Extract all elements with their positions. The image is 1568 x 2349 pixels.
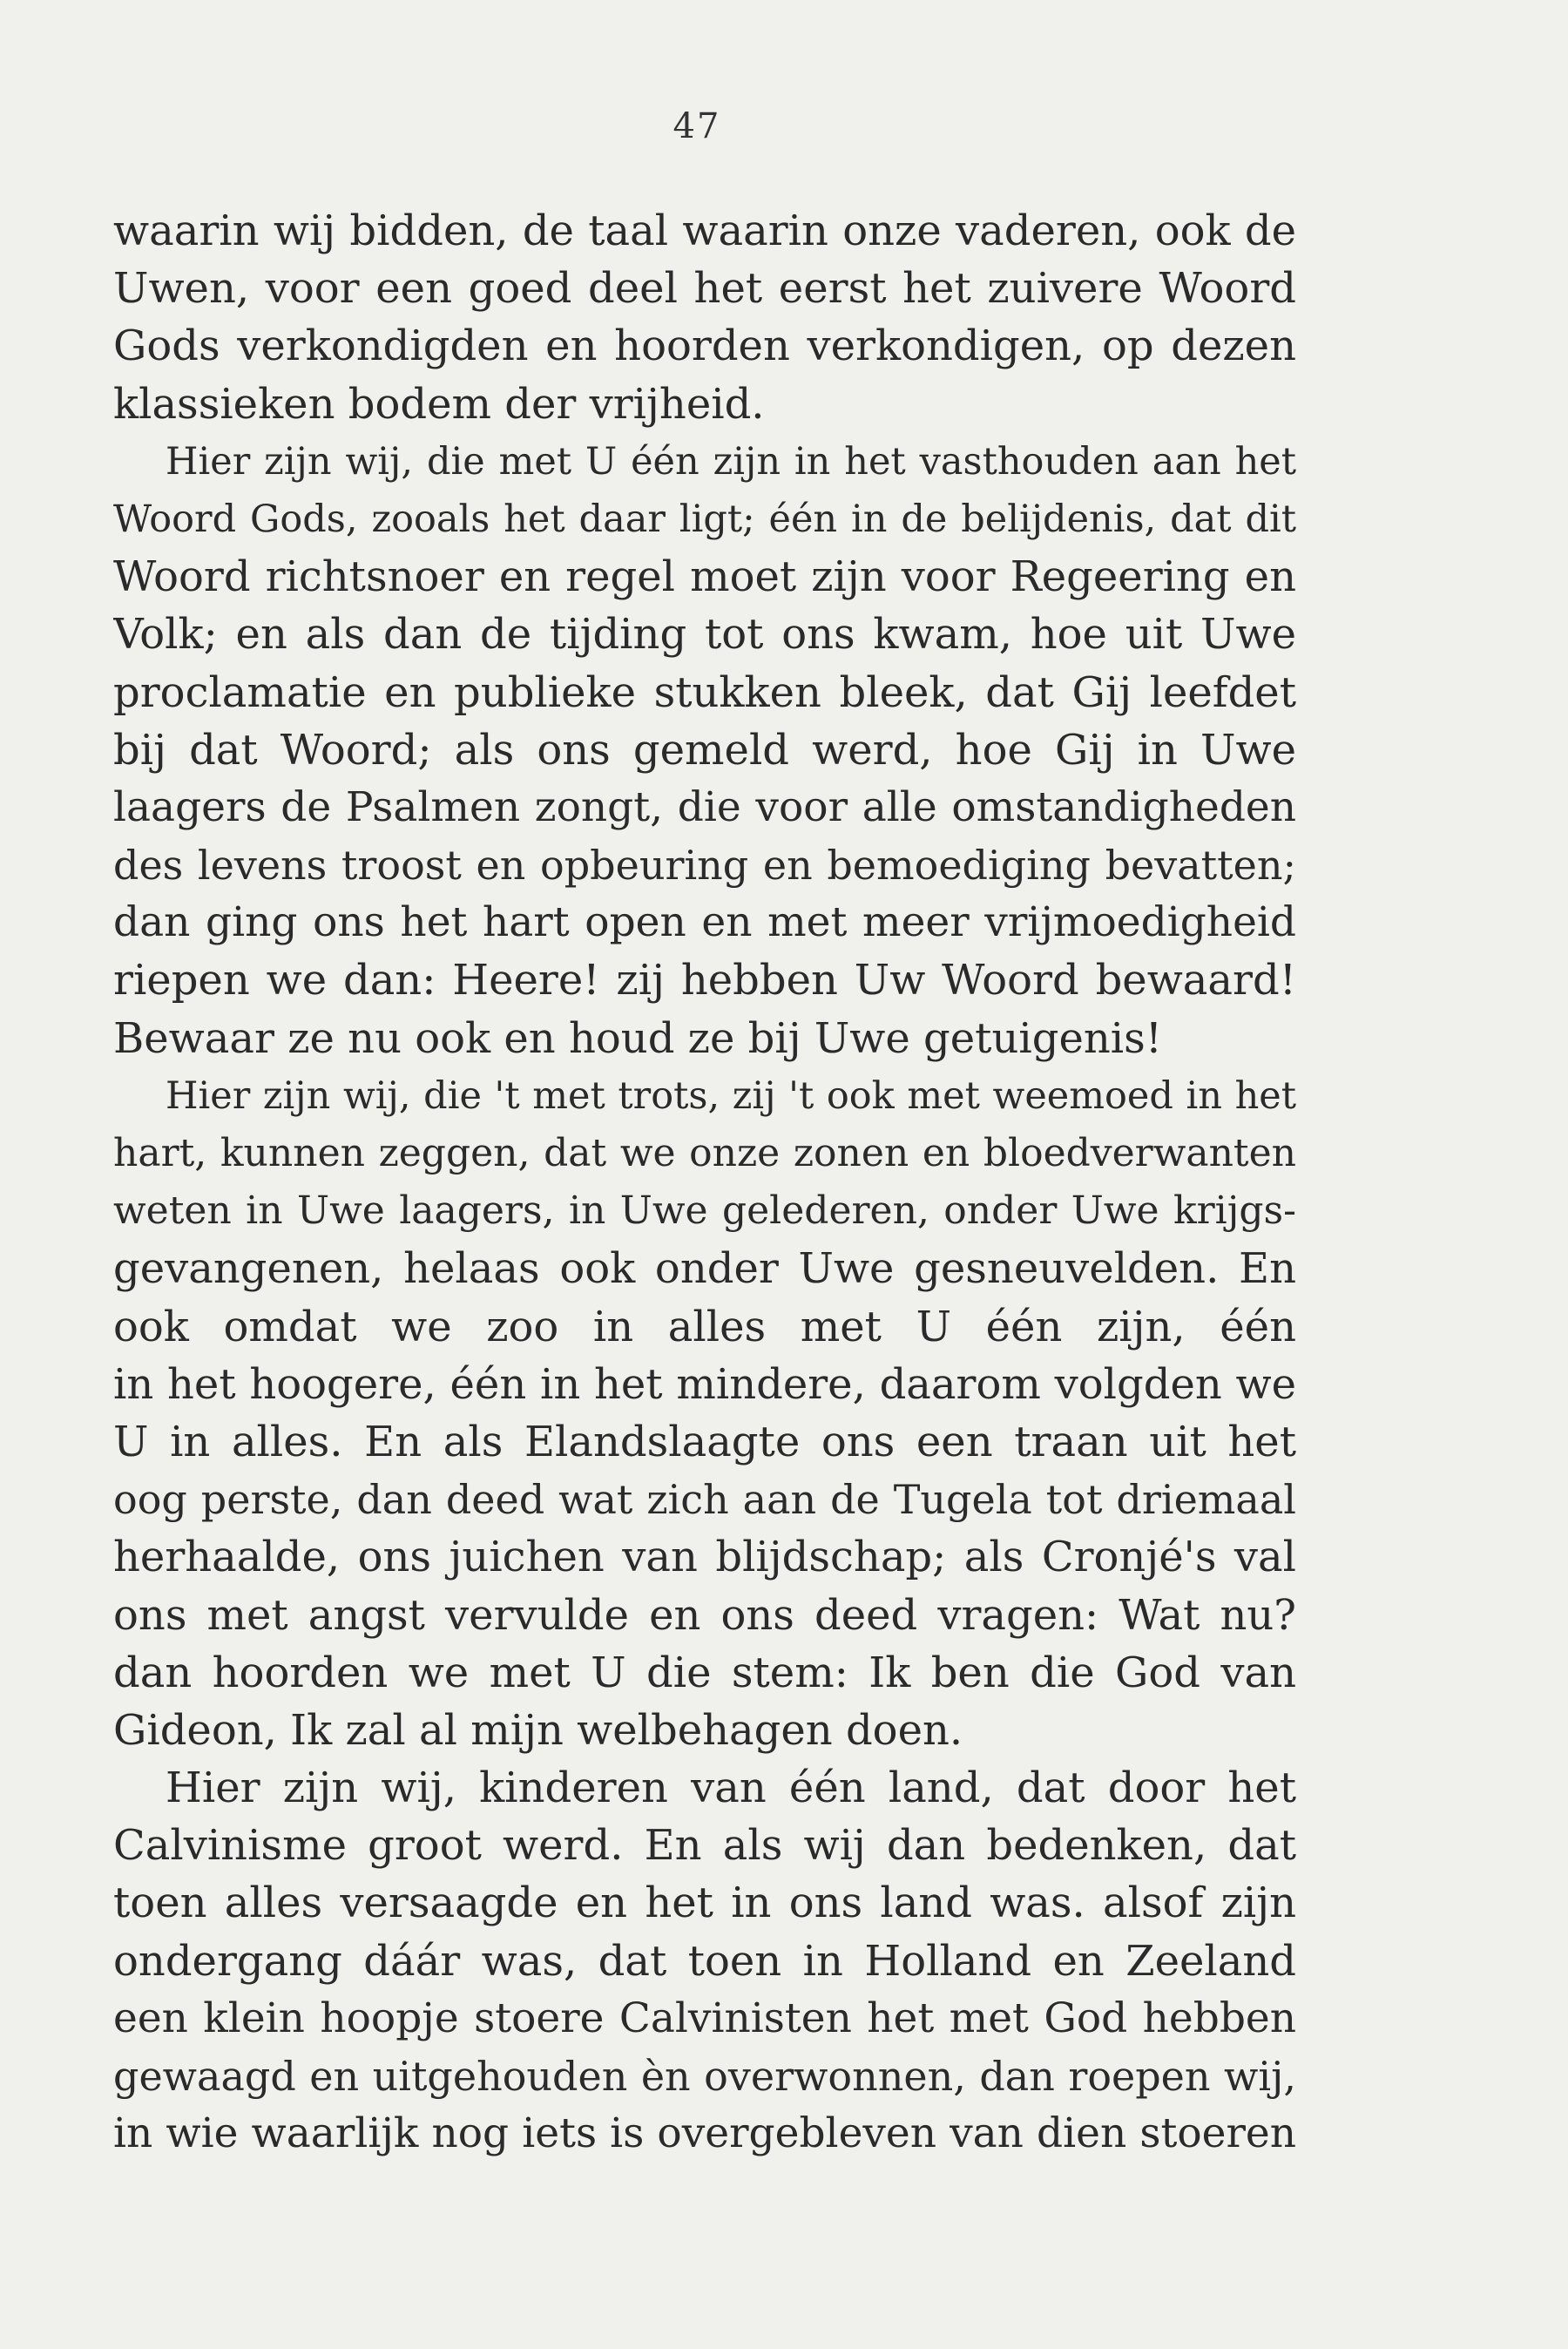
text-line: in het hoogere, één in het mindere, daarom volgden we	[113, 1359, 1296, 1409]
text-line: Calvinisme groot werd. En als wij dan bedenken, dat	[113, 1821, 1296, 1871]
text-line: waarin wij bidden, de taal waarin onze vaderen, ook de	[113, 206, 1296, 255]
text-line: laagers de Psalmen zongt, die voor alle omstandigheden	[113, 782, 1296, 831]
text-line: des levens troost en opbeuring en bemoediging bevatten;	[113, 842, 1296, 890]
text-line: ons met angst vervulde en ons deed vragen: Wat nu?	[113, 1590, 1296, 1640]
text-line: gevangenen, helaas ook onder Uwe gesneuvelden. En	[113, 1244, 1296, 1294]
text-line: Hier zijn wij, die met U één zijn in het vasthouden aan het	[166, 439, 1296, 484]
text-line: Woord richtsnoer en regel moet zijn voor Regeering en	[113, 552, 1296, 602]
text-line: oog perste, dan deed wat zich aan de Tugela tot driemaal	[113, 1476, 1296, 1524]
text-line: hart, kunnen zeggen, dat we onze zonen en bloedverwanten	[113, 1131, 1296, 1175]
text-line: ook omdat we zoo in alles met U één zijn, één	[113, 1302, 1296, 1351]
text-line: gewaagd en uitgehouden èn overwonnen, dan roepen wij,	[113, 2053, 1296, 2100]
text-line: riepen we dan: Heere! zij hebben Uw Woord bewaard!	[113, 956, 1296, 1005]
text-line: Gideon, Ik zal al mijn welbehagen doen.	[113, 1705, 963, 1755]
text-line: klassieken bodem der vrijheid.	[113, 379, 765, 429]
text-line: Hier zijn wij, die 't met trots, zij 't ook met weemoed in het	[166, 1073, 1296, 1118]
text-line: Gods verkondigden en hoorden verkondigen, op dezen	[113, 322, 1296, 371]
text-line: weten in Uwe laagers, in Uwe gelederen, onder Uwe krijgs-	[113, 1188, 1296, 1234]
text-line: Hier zijn wij, kinderen van één land, dat door het	[166, 1763, 1296, 1813]
text-line: Volk; en als dan de tijding tot ons kwam, hoe uit Uwe	[113, 610, 1296, 660]
text-line: herhaalde, ons juichen van blijdschap; als Cronjé's val	[113, 1533, 1296, 1582]
text-line: dan ging ons het hart open en met meer vrijmoedigheid	[113, 898, 1296, 947]
text-line: in wie waarlijk nog iets is overgebleven van dien stoeren	[113, 2109, 1296, 2158]
text-line: Woord Gods, zooals het daar ligt; één in de belijdenis, dat dit	[113, 497, 1296, 541]
text-line: ondergang dáár was, dat toen in Holland en Zeeland	[113, 1936, 1296, 1986]
body-text	[113, 202, 1296, 2163]
text-line: U in alles. En als Elandslaagte ons een traan uit het	[113, 1417, 1296, 1466]
text-line: proclamatie en publieke stukken bleek, dat Gij leefdet	[113, 667, 1296, 717]
text-line: dan hoorden we met U die stem: Ik ben die God van	[113, 1648, 1296, 1697]
text-line: Bewaar ze nu ook en houd ze bij Uwe getuigenis!	[113, 1013, 1163, 1063]
text-line: Uwen, voor een goed deel het eerst het zuivere Woord	[113, 264, 1296, 314]
page-number: 47	[672, 106, 721, 146]
text-line: toen alles versaagde en het in ons land was. alsof zijn	[113, 1879, 1296, 1928]
text-line: een klein hoopje stoere Calvinisten het met God hebben	[113, 1994, 1296, 2042]
text-line: bij dat Woord; als ons gemeld werd, hoe Gij in Uwe	[113, 725, 1296, 775]
